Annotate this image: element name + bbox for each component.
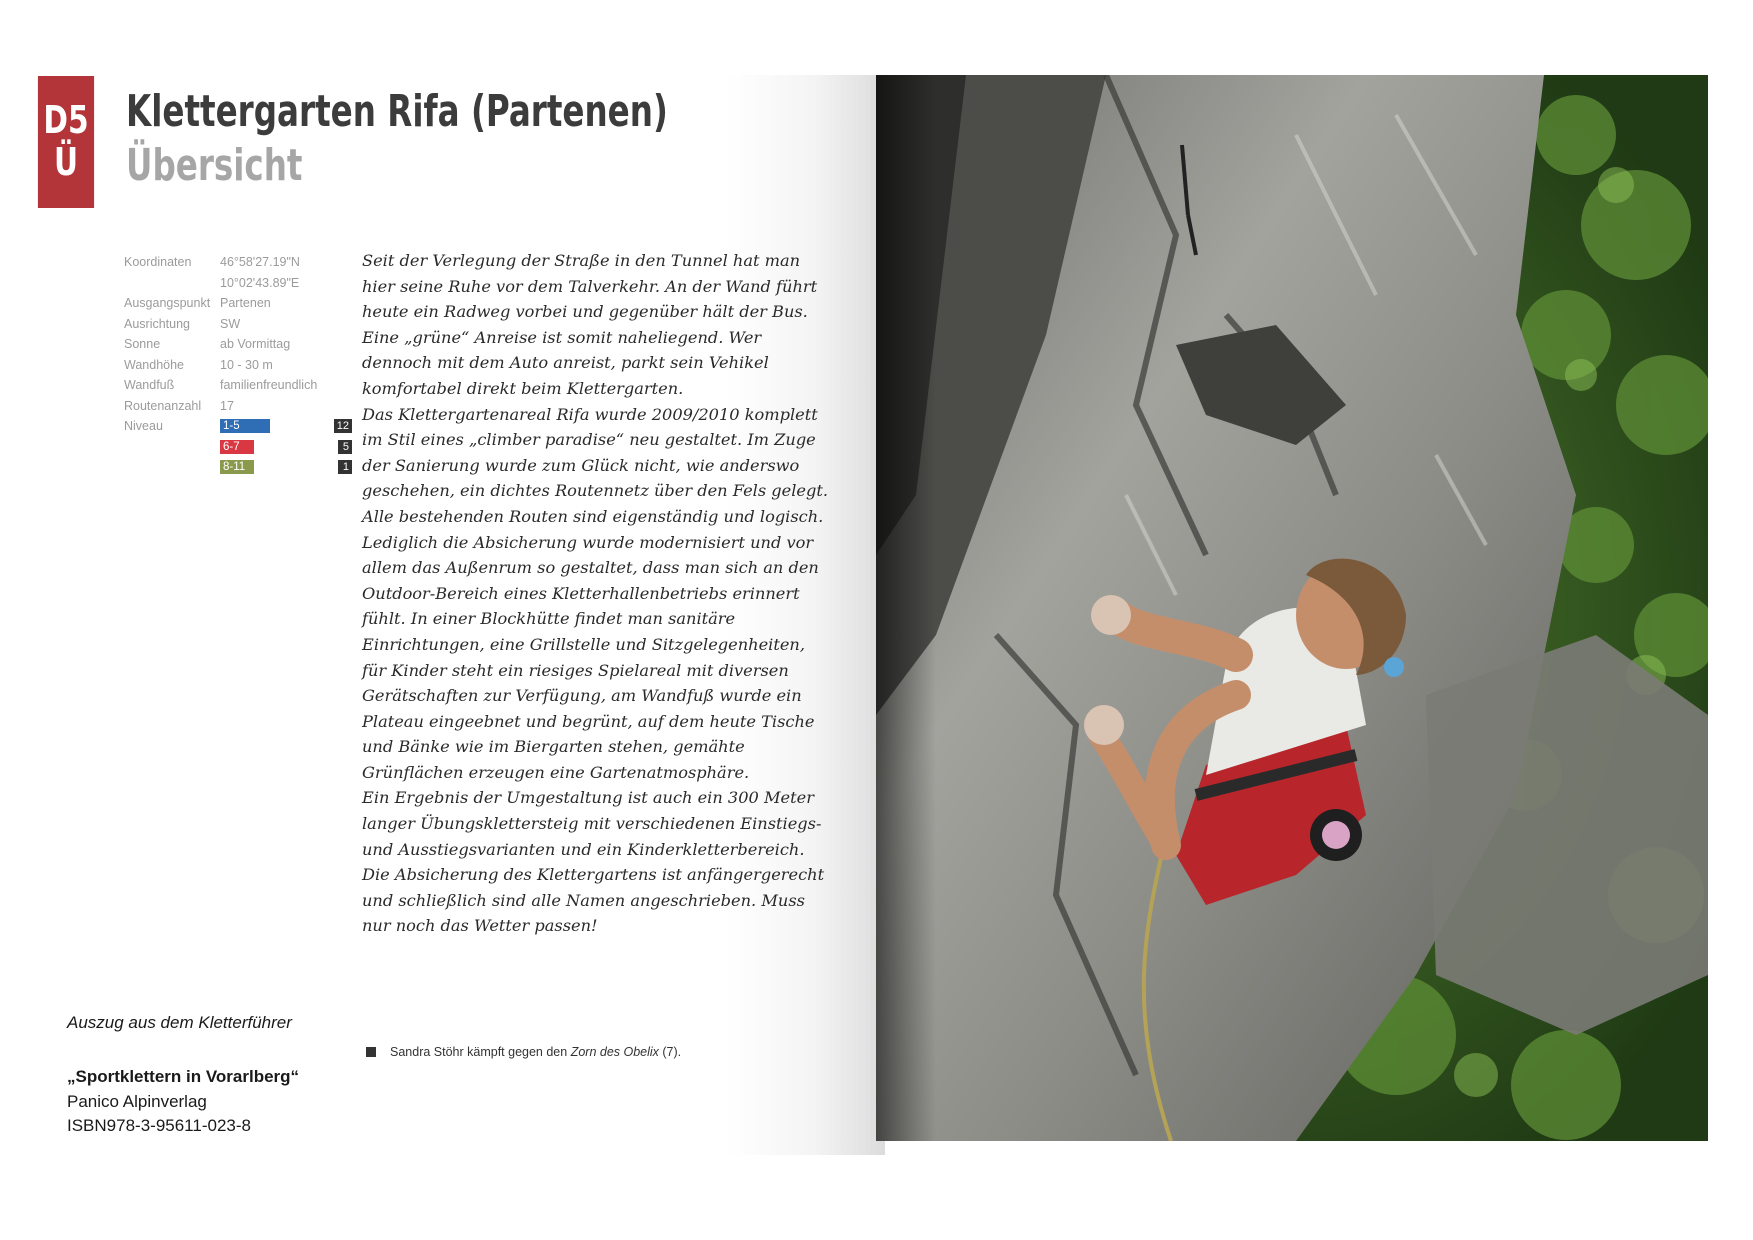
caption-text: Sandra Stöhr kämpft gegen den Zorn des Obelix (7). bbox=[390, 1045, 682, 1059]
excerpt-note: Auszug aus dem Kletterführer bbox=[67, 1013, 292, 1032]
fact-row-start-point: Ausgangspunkt Partenen bbox=[124, 296, 271, 311]
chapter-code: D5 bbox=[43, 98, 89, 143]
chapter-code-badge bbox=[38, 76, 94, 208]
paragraph: Das Klettergartenareal Rifa wurde 2009/2010 komplett im Stil eines „climber paradise“ neu gestaltet. Im Zuge der Sanierung wurde zum Glück nicht, wie anderswo geschehen, ein dichtes Routennetz über den Fels gelegt. Alle bestehenden Routen sind eigenständig und logisch. Lediglich die Absicherung wurde modernisiert und vor allem das Außenrum so gestaltet, dass man sich an den Outdoor-Bereich eines Kletterhallenbetriebs erinnert fühlt. In einer Blockhütte findet man sanitäre Einrichtungen, eine Grillstelle und Sitzgelegenheiten, für Kinder steht ein riesiges Spielareal mit diversen Gerätschaften zur Verfügung, am Wandfuß wurde ein Plateau eingeebnet und begrünt, auf dem heute Tische und Bänke wie im Biergarten stehen, gemähte Grünflächen erzeugen eine Gartenatmosphäre. bbox=[362, 404, 829, 782]
fact-row-route-count: Routenanzahl 17 bbox=[124, 398, 234, 413]
level-count: 1 bbox=[338, 460, 352, 474]
level-bar: 8-11 bbox=[220, 460, 254, 474]
level-row-hard bbox=[124, 457, 352, 478]
fact-row-wall-height: Wandhöhe 10 - 30 m bbox=[124, 357, 273, 372]
caption-route-name: Zorn des Obelix bbox=[570, 1045, 659, 1059]
level-count: 12 bbox=[334, 419, 352, 433]
level-bar: 1-5 bbox=[220, 419, 270, 433]
level-count: 5 bbox=[338, 440, 352, 454]
photo-caption bbox=[366, 1045, 681, 1059]
fact-row-sun: Sonne ab Vormittag bbox=[124, 337, 291, 352]
book-info bbox=[67, 1065, 299, 1139]
fact-row-coordinates-lon: 10°02'43.89"E bbox=[220, 275, 300, 290]
chapter-section: Ü bbox=[53, 140, 79, 184]
fact-row-orientation: Ausrichtung SW bbox=[124, 316, 241, 331]
fact-row-wall-base: Wandfuß familienfreundlich bbox=[124, 378, 318, 393]
body-text bbox=[362, 248, 832, 939]
fact-row-coordinates: Koordinaten 46°58'27.19"N bbox=[124, 255, 300, 270]
book-title: „Sportklettern in Vorarlberg“ bbox=[67, 1067, 300, 1086]
publisher: Panico Alpinverlag bbox=[67, 1091, 207, 1111]
page-subtitle: Übersicht bbox=[126, 140, 303, 191]
level-row-medium bbox=[124, 437, 352, 458]
level-bar: 6-7 bbox=[220, 440, 254, 454]
level-row-easy: Niveau 1-5 12 bbox=[124, 416, 352, 437]
caption-bullet-icon bbox=[366, 1047, 376, 1057]
paragraph: Seit der Verlegung der Straße in den Tunnel hat man hier seine Ruhe vor dem Talverkehr. An der Wand führt heute ein Radweg vorbei und gegenüber hält der Bus. Eine „grüne“ Anreise ist somit naheliegend. Wer dennoch mit dem Auto anreist, parkt sein Vehikel komfortabel direkt beim Klettergarten. bbox=[362, 251, 818, 398]
page-title: Klettergarten Rifa (Partenen) bbox=[126, 86, 668, 137]
facts-table bbox=[124, 252, 352, 478]
paragraph: Ein Ergebnis der Umgestaltung ist auch ein 300 Meter langer Übungsklettersteig mit verschiedenen Einstiegs- und Ausstiegsvarianten und ein Kinderkletterbereich. Die Absicherung des Klettergartens ist anfängergerecht und schließlich sind alle Namen angeschrieben. Muss nur noch das Wetter passen! bbox=[362, 788, 825, 936]
isbn: ISBN978-3-95611-023-8 bbox=[67, 1116, 251, 1135]
climber-photo bbox=[876, 75, 1708, 1141]
